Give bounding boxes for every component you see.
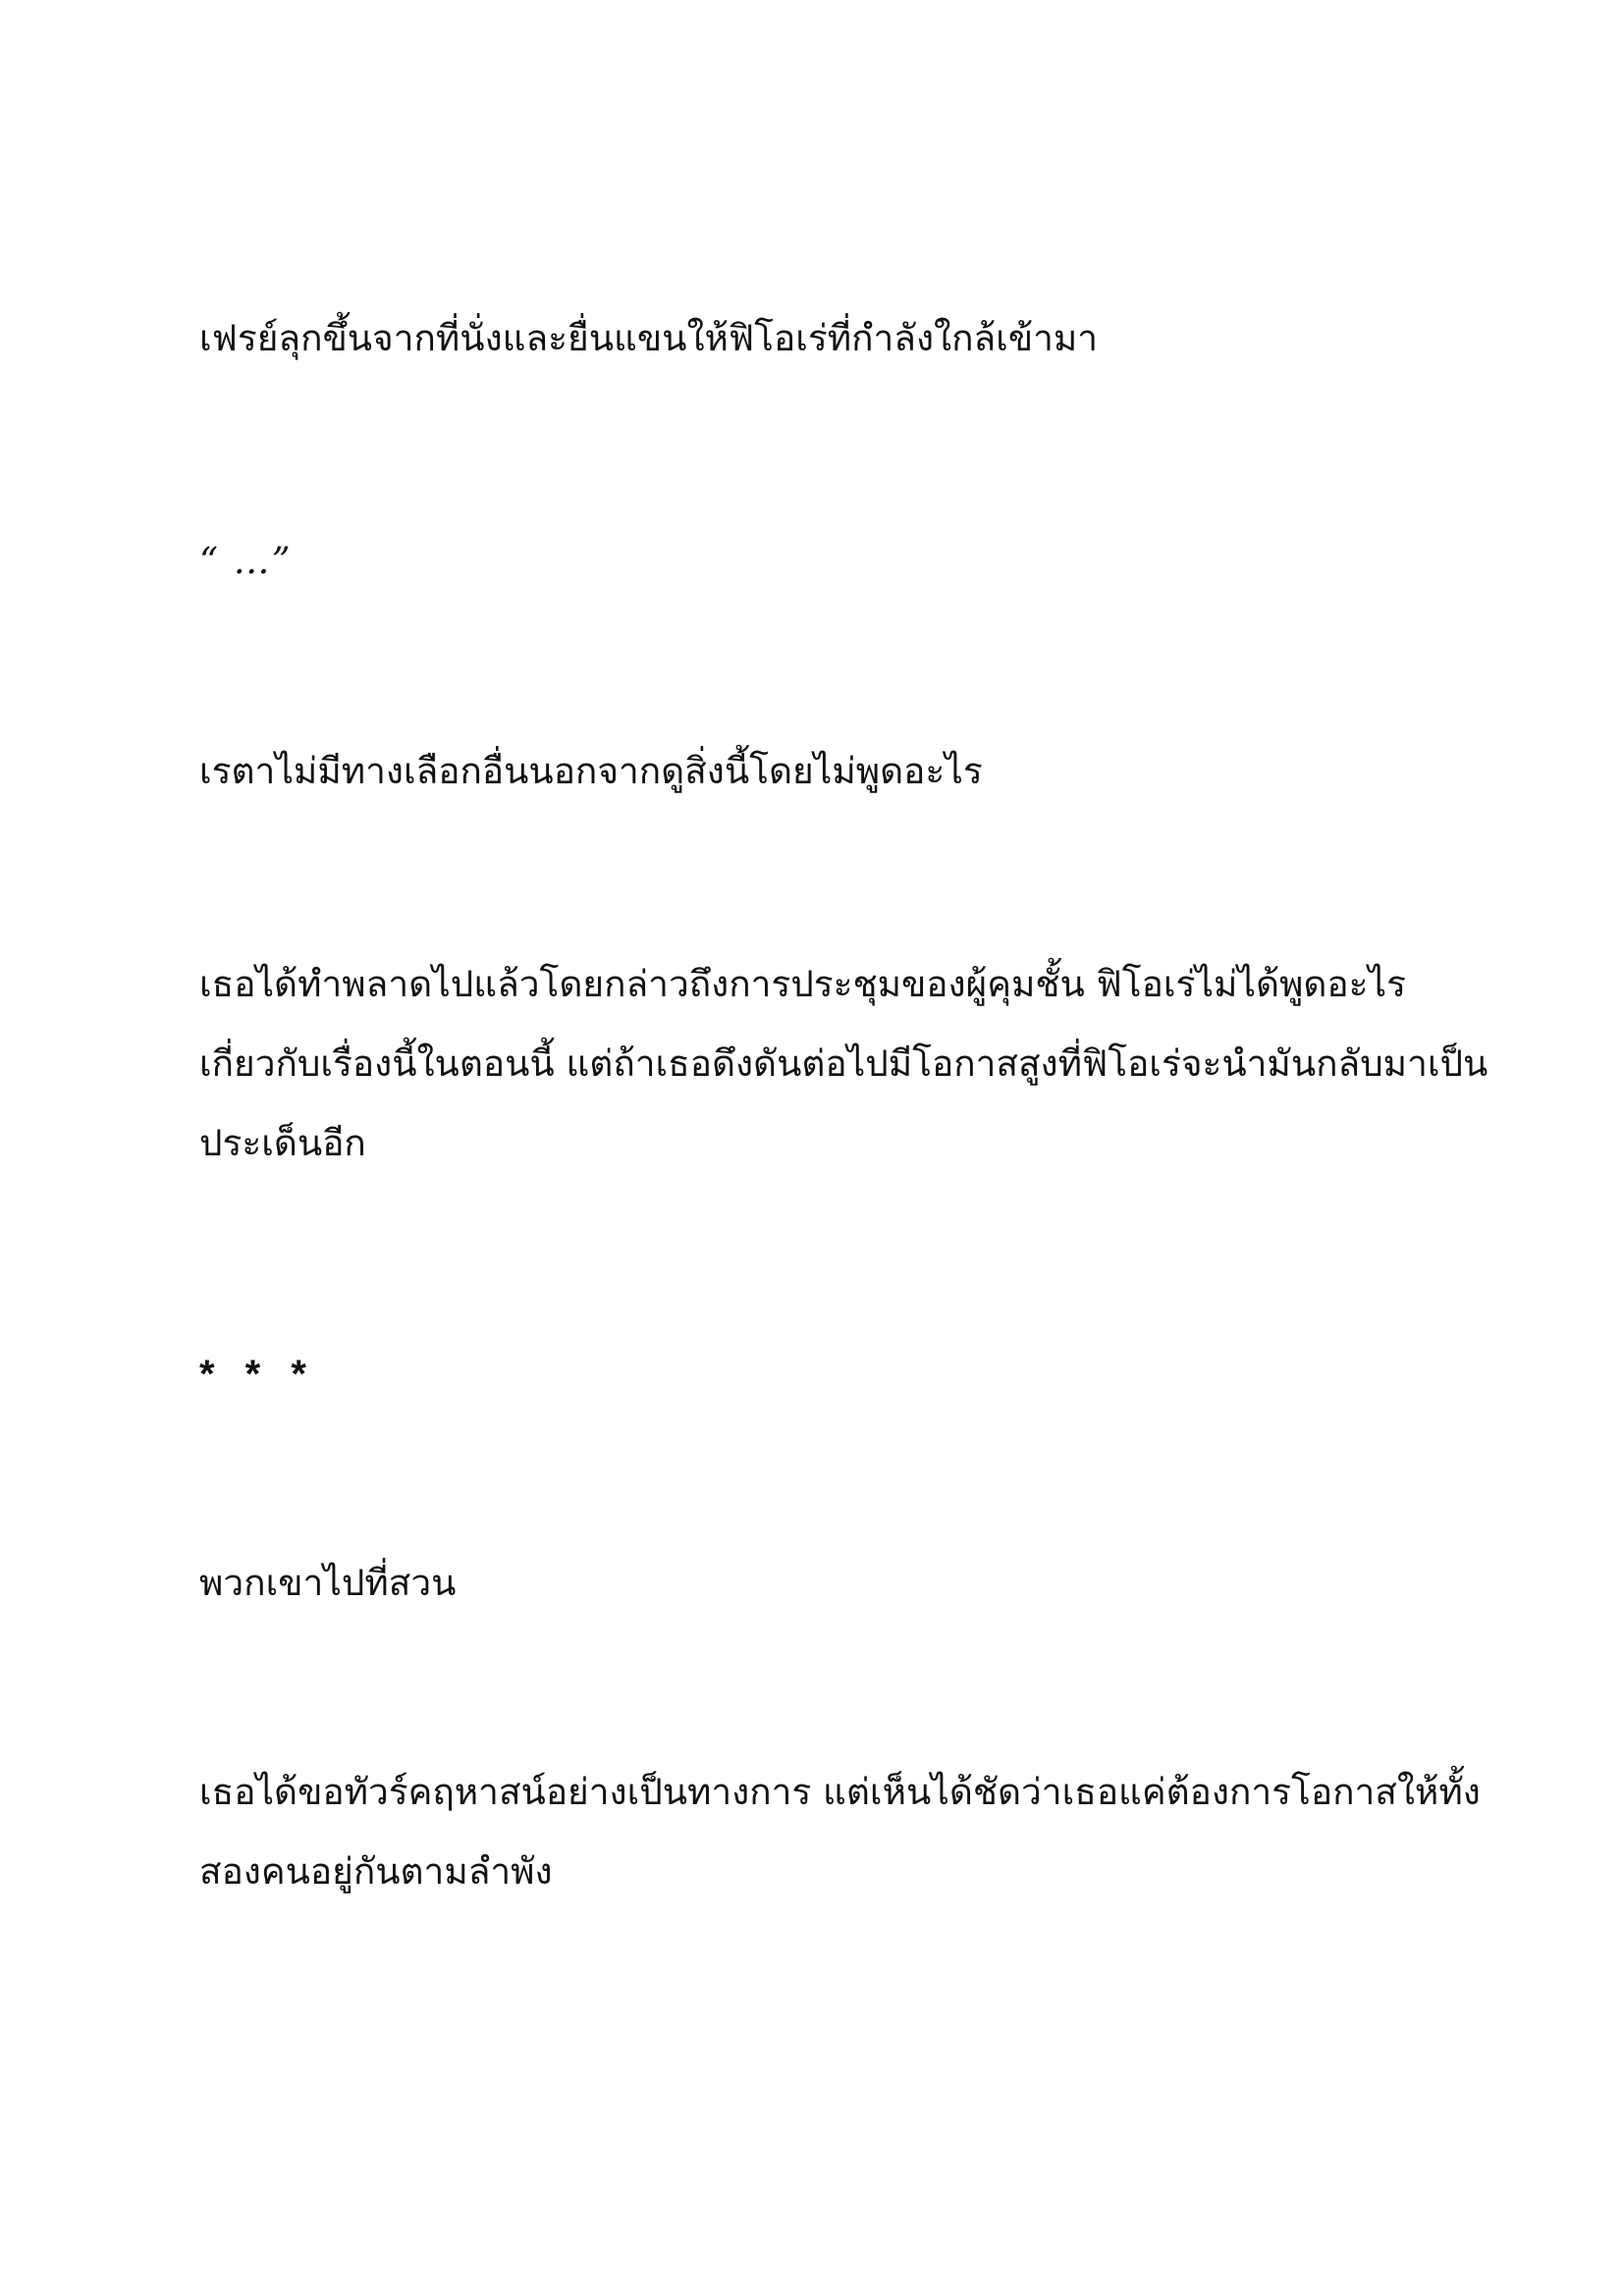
- text-line: เธอได้ขอทัวร์คฤหาสน์อย่างเป็นทางการ แต่เห็นได้ชัดว่าเธอแค่ต้องการโอกาสให้ทั้ง: [199, 1771, 1481, 1813]
- text-line: เรตาไม่มีทางเลือกอื่นนอกจากดูสิ่งนี้โดยไม่พูดอะไร: [199, 750, 983, 792]
- paragraph: [199, 1752, 1481, 1911]
- text-line: “ …”: [199, 540, 293, 582]
- scene-break: [199, 1335, 1466, 1415]
- text-line: ประเด็นอีก: [199, 1122, 366, 1164]
- paragraph: [199, 298, 1466, 378]
- dialogue-ellipsis: [199, 521, 1466, 601]
- text-line: * * *: [199, 1353, 316, 1396]
- paragraph: [199, 944, 1489, 1183]
- paragraph: [199, 731, 1466, 811]
- text-line: พวกเขาไปที่สวน: [199, 1562, 457, 1604]
- text-line: เกี่ยวกับเรื่องนี้ในตอนนี้ แต่ถ้าเธอดึงดันต่อไปมีโอกาสสูงที่ฟิโอเร่จะนำมันกลับมาเป็น: [199, 1042, 1489, 1085]
- text-line: เธอได้ทำพลาดไปแล้วโดยกล่าวถึงการประชุมของผู้คุมชั้น ฟิโอเร่ไม่ได้พูดอะไร: [199, 963, 1406, 1005]
- text-line: สองคนอยู่กันตามลำพัง: [199, 1850, 553, 1893]
- text-line: เฟรย์ลุกขึ้นจากที่นั่งและยื่นแขนให้ฟิโอเร่ที่กำลังใกล้เข้ามา: [199, 317, 1099, 359]
- paragraph: [199, 1543, 1466, 1623]
